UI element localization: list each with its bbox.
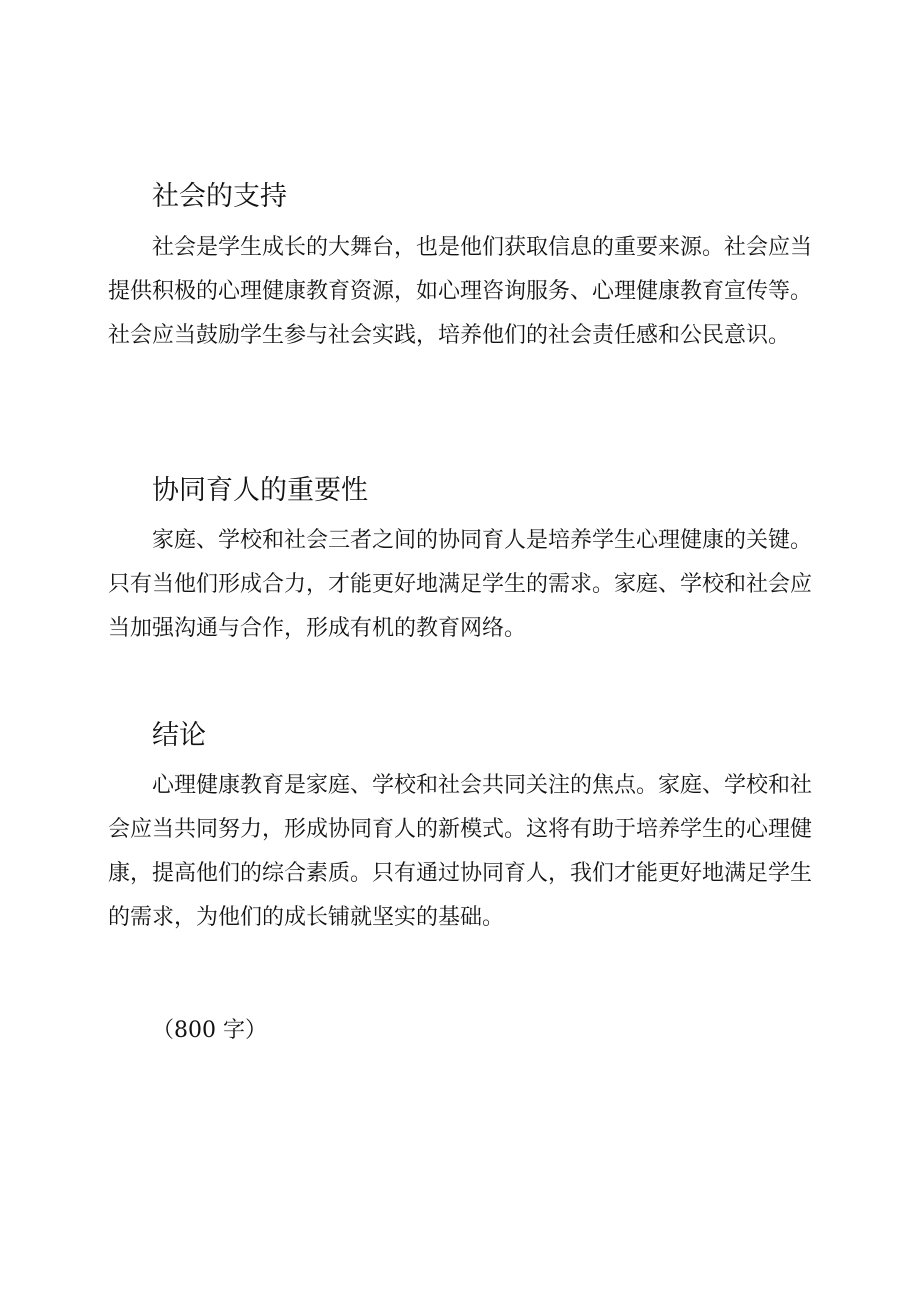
section-paragraph-collaborative-education: 家庭、学校和社会三者之间的协同育人是培养学生心理健康的关键。只有当他们形成合力，才能更好地满足学生的需求。家庭、学校和社会应当加强沟通与合作，形成有机的教育网络。: [108, 528, 813, 641]
section-heading-collaborative-education: 协同育人的重要性: [152, 475, 368, 506]
section-heading-conclusion: 结论: [152, 720, 206, 751]
section-paragraph-social-support: 社会是学生成长的大舞台，也是他们获取信息的重要来源。社会应当提供积极的心理健康教育资源，如心理咨询服务、心理健康教育宣传等。社会应当鼓励学生参与社会实践，培养他们的社会责任感和公民意识。: [108, 235, 813, 348]
word-count-note: （800 字）: [152, 1018, 267, 1043]
section-heading-social-support: 社会的支持: [152, 181, 287, 212]
section-paragraph-conclusion: 心理健康教育是家庭、学校和社会共同关注的焦点。家庭、学校和社会应当共同努力，形成协同育人的新模式。这将有助于培养学生的心理健康，提高他们的综合素质。只有通过协同育人，我们才能更好地满足学生的需求，为他们的成长铺就坚实的基础。: [108, 773, 813, 930]
